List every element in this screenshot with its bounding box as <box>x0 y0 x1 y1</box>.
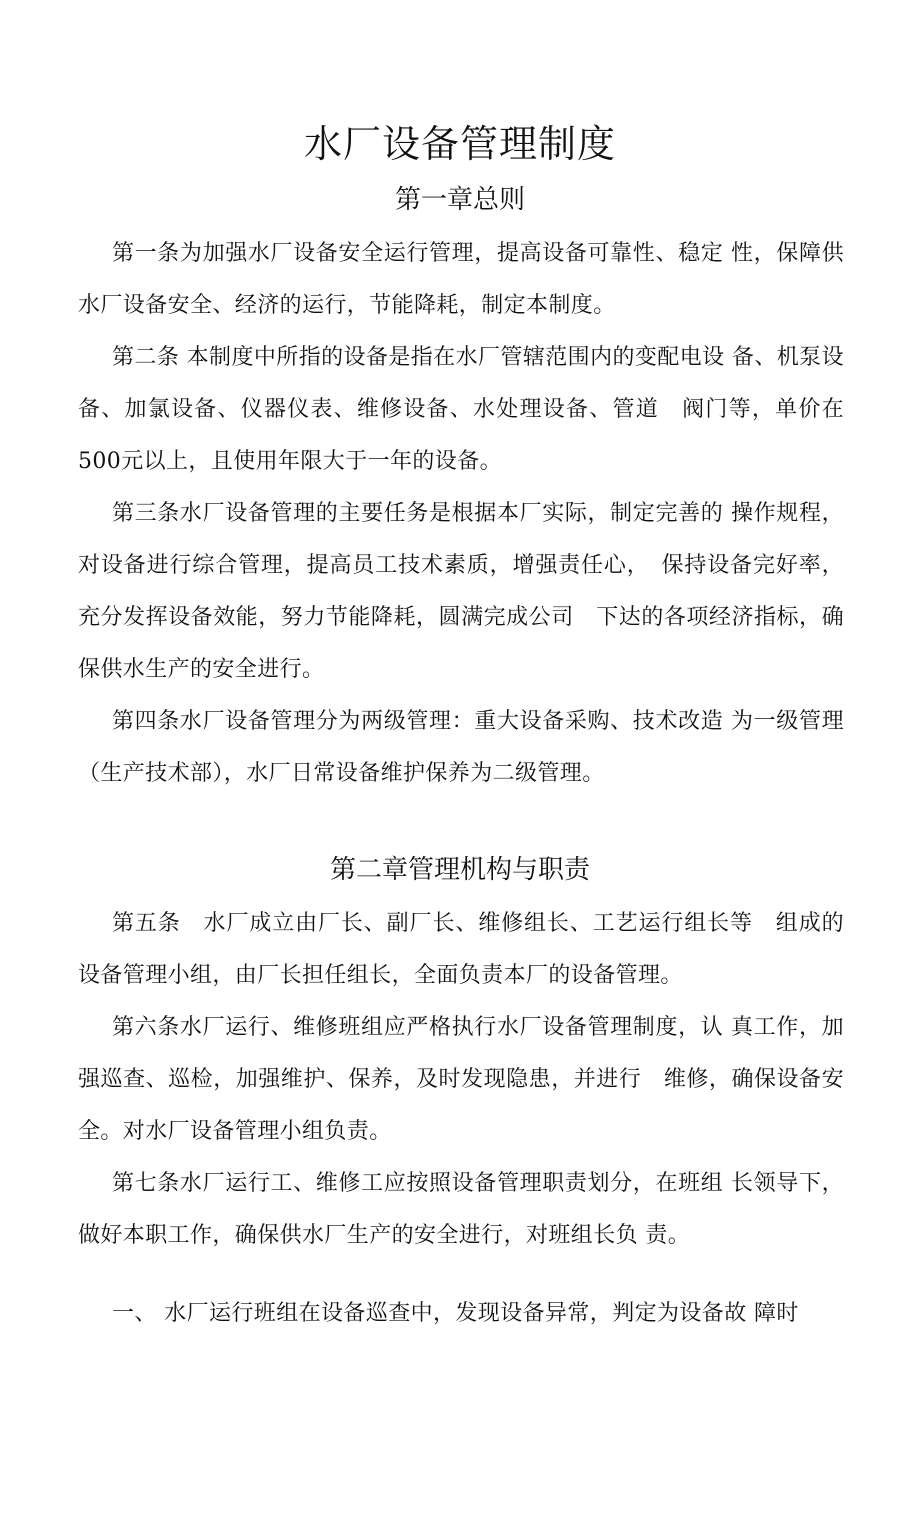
article-1: 第一条为加强水厂设备安全运行管理，提高设备可靠性、稳定 性，保障供水厂设备安全、经济的运行，节能降耗，制定本制度。 <box>78 241 844 318</box>
article-7: 第七条水厂运行工、维修工应按照设备管理职责划分，在班组 长领导下，做好本职工作，确保供水厂生产的安全进行，对班组长负 责。 <box>78 1171 844 1248</box>
clause-1: 一、 水厂运行班组在设备巡查中，发现设备异常，判定为设备故 障时 <box>112 1301 799 1326</box>
article-4: 第四条水厂设备管理分为两级管理：重大设备采购、技术改造 为一级管理（生产技术部），水厂日常设备维护保养为二级管理。 <box>78 709 844 786</box>
article-5: 第五条 水厂成立由厂长、副厂长、维修组长、工艺运行组长等 组成的设备管理小组，由厂长担任组长，全面负责本厂的设备管理。 <box>78 911 844 988</box>
document-title: 水厂设备管理制度 <box>303 122 616 166</box>
article-2: 第二条 本制度中所指的设备是指在水厂管辖范围内的变配电设 备、机泵设备、加氯设备、仪器仪表、维修设备、水处理设备、管道 阀门等，单价在500元以上，且使用年限大于一年的设备。 <box>78 345 844 474</box>
chapter-1-heading: 第一章总则 <box>394 185 525 215</box>
article-3: 第三条水厂设备管理的主要任务是根据本厂实际，制定完善的 操作规程，对设备进行综合管理，提高员工技术素质，增强责任心， 保持设备完好率，充分发挥设备效能，努力节能降耗，圆满完成公司 下达的各项经济指标，确保供水生产的安全进行。 <box>78 501 844 682</box>
article-6: 第六条水厂运行、维修班组应严格执行水厂设备管理制度，认 真工作，加强巡查、巡检，加强维护、保养，及时发现隐患，并进行 维修，确保设备安全。对水厂设备管理小组负责。 <box>78 1015 844 1144</box>
chapter-2-heading: 第二章管理机构与职责 <box>329 855 590 885</box>
